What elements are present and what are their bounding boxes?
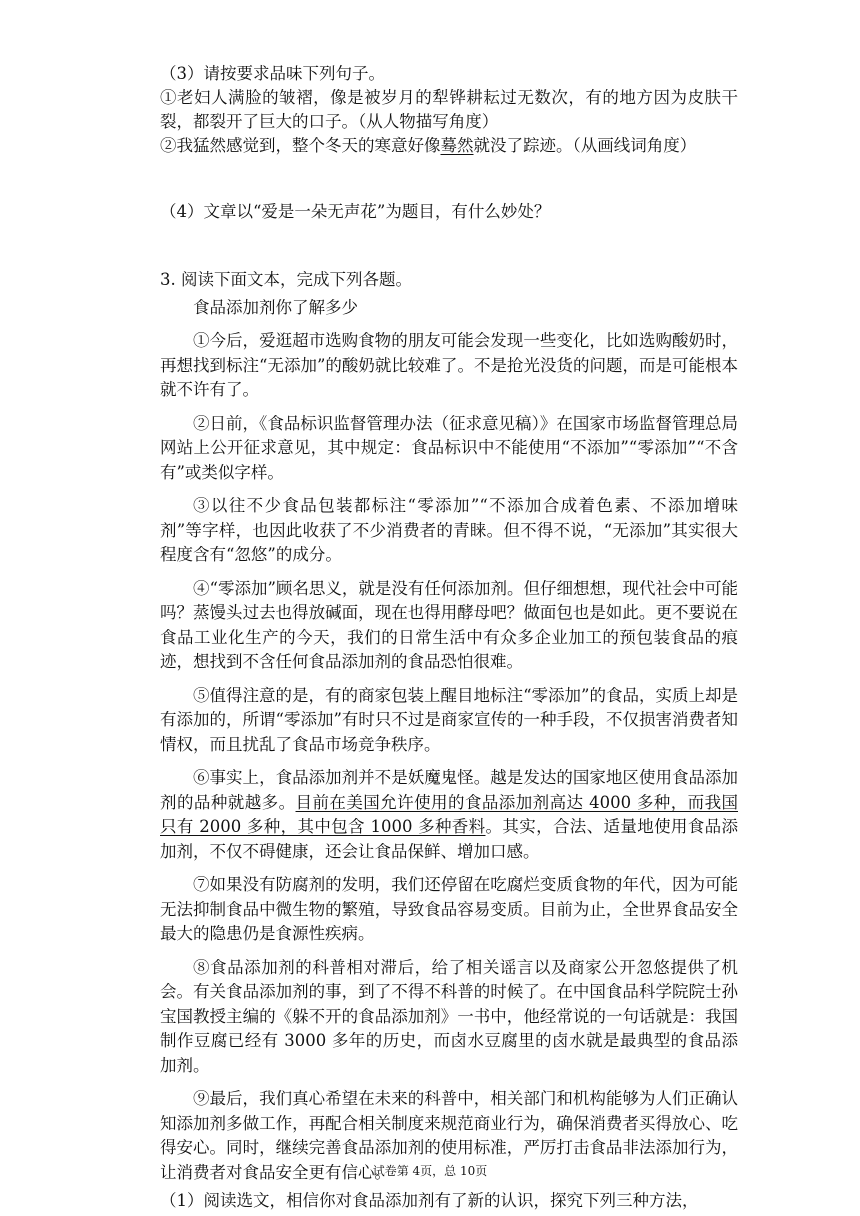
paragraph-6-underlined-sentence: 目前在美国允许使用的食品添加剂高达 4000 多种，而我国只有 2000 多种，其中包含 1000 多种香料	[160, 792, 739, 836]
article-title: 食品添加剂你了解多少	[193, 298, 358, 317]
paragraph-6-text-before: ⑥事实上，食品添加剂并不是妖魔鬼怪。越是发达的国家地区使用食品添加剂的品种就越多。	[160, 768, 738, 812]
article-paragraph-8: ⑧食品添加剂的科普相对滞后，给了相关谣言以及商家公开忽悠提供了机会。有关食品添加剂的事，到了不得不科普的时候了。在中国食品科学院院士孙宝国教授主编的《躲不开的食品添加剂》一书中，他经常说的一句话就是：我国制作豆腐已经有 3000 多年的历史，而卤水豆腐里的卤水就是最典型的食品添加剂。	[160, 957, 738, 1075]
item-2-underlined-word: 蓦然	[440, 136, 474, 155]
article-paragraph-5: ⑤值得注意的是，有的商家包装上醒目地标注“零添加”的食品，实质上却是有添加的，所谓“零添加”有时只不过是商家宣传的一种手段，不仅损害消费者知情权，而且扰乱了食品市场竞争秩序。	[160, 685, 738, 754]
article-paragraph-3: ③以往不少食品包装都标注“零添加”“不添加合成着色素、不添加增味剂”等字样，也因此收获了不少消费者的青睐。但不得不说，“无添加”其实很大程度含有“忽悠”的成分。	[160, 496, 738, 564]
item-2-text-before: ②我猛然感觉到，整个冬天的寒意好像	[160, 136, 441, 155]
paragraph-6-text-after: 。其实，合法、适量地使用食品添加剂，不仅不碍健康，还会让食品保鲜、增加口感。	[160, 817, 738, 861]
section-3-heading: 3. 阅读下面文本，完成下列各题。	[160, 270, 412, 289]
answer-space	[160, 158, 738, 200]
section-3-question-1: （1）阅读选文，相信你对食品添加剂有了新的认识，探究下列三种方法，	[160, 1191, 699, 1210]
article-paragraph-6	[160, 766, 738, 864]
question-3-item-1: ①老妇人满脸的皱褶，像是被岁月的犁铧耕耘过无数次，有的地方因为皮肤干裂，都裂开了巨大的口子。（从人物描写角度）	[160, 88, 738, 131]
page-content	[160, 62, 738, 1213]
answer-space	[160, 224, 738, 266]
item-2-text-after: 就没了踪迹。（从画线词角度）	[473, 136, 697, 155]
page-footer: 试卷第 4页，总 10页	[372, 1164, 488, 1178]
question-3-item-2	[160, 134, 738, 158]
question-4-prompt: （4）文章以“爱是一朵无声花”为题目，有什么妙处？	[160, 202, 551, 221]
article-paragraph-4: ④“零添加”顾名思义，就是没有任何添加剂。但仔细想想，现代社会中可能吗？蒸馒头过去也得放碱面，现在也得用酵母吧？做面包也是如此。更不要说在食品工业化生产的今天，我们的日常生活中有众多企业加工的预包装食品的痕迹，想找到不含任何食品添加剂的食品恐怕很难。	[160, 578, 738, 671]
article-paragraph-9: ⑨最后，我们真心希望在未来的科普中，相关部门和机构能够为人们正确认知添加剂多做工作，再配合相关制度来规范商业行为，确保消费者买得放心、吃得安心。同时，继续完善食品添加剂的使用标准，严厉打击食品非法添加行为，让消费者对食品安全更有信心。	[160, 1089, 738, 1182]
article-paragraph-1: ①今后，爱逛超市选购食物的朋友可能会发现一些变化，比如选购酸奶时，再想找到标注“无添加”的酸奶就比较难了。不是抢光没货的问题，而是可能根本就不许有了。	[160, 331, 738, 399]
article-paragraph-7: ⑦如果没有防腐剂的发明，我们还停留在吃腐烂变质食物的年代，因为可能无法抑制食品中微生物的繁殖，导致食品容易变质。目前为止，全世界食品安全最大的隐患仍是食源性疾病。	[160, 875, 738, 943]
article-paragraph-2: ②日前，《食品标识监督管理办法（征求意见稿）》在国家市场监督管理总局网站上公开征求意见，其中规定：食品标识中不能使用“不添加”“零添加”“不含有”或类似字样。	[160, 413, 738, 482]
question-3-prompt: （3）请按要求品味下列句子。	[160, 64, 385, 83]
